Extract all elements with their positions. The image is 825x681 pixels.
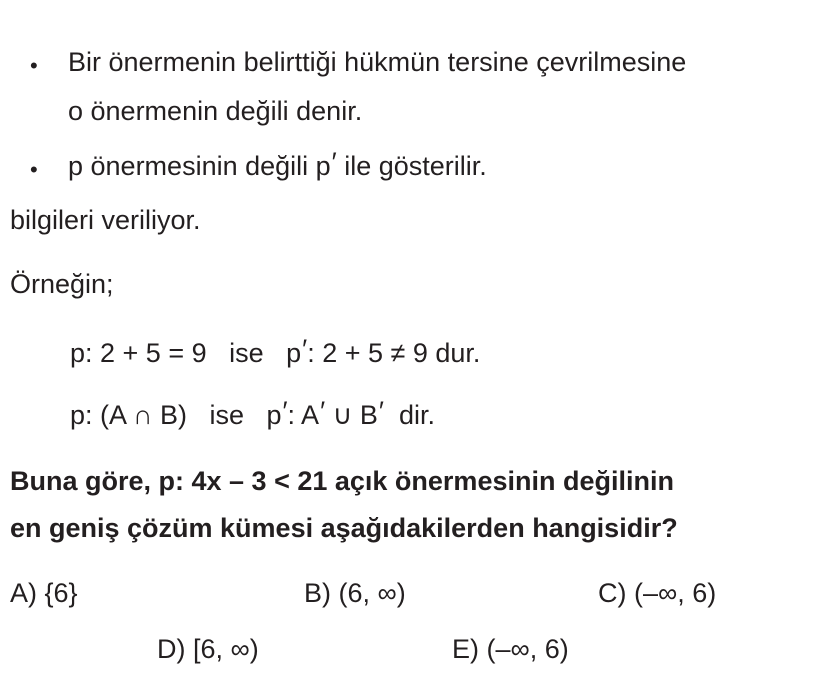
bullet-2-text-a: p önermesinin değili p — [68, 151, 331, 181]
question-line-1: Buna göre, p: 4x – 3 < 21 açık önermesinin değilinin — [10, 466, 674, 496]
example-2 — [70, 396, 436, 430]
example-2-d: dir. — [383, 400, 436, 430]
prime-mark: ′ — [320, 396, 326, 426]
given-text: bilgileri veriliyor. — [10, 205, 201, 235]
question-line-2: en geniş çözüm kümesi aşağıdakilerden hangisidir? — [10, 513, 678, 543]
option-e[interactable]: E) (–∞, 6) — [452, 634, 569, 664]
bullet-2-text-b: ile gösterilir. — [336, 151, 487, 181]
prime-mark: ′ — [331, 147, 337, 177]
example-1-b: : 2 + 5 ≠ 9 dur. — [307, 338, 481, 368]
bullet-2-line — [68, 147, 487, 181]
option-d[interactable]: D) [6, ∞) — [157, 634, 259, 664]
example-1 — [70, 334, 481, 368]
example-1-a: p: 2 + 5 = 9 ise p — [70, 338, 302, 368]
bullet-marker: • — [30, 53, 38, 78]
option-c[interactable]: C) (–∞, 6) — [598, 578, 717, 608]
bullet-1-line-1: Bir önermenin belirttiği hükmün tersine çevrilmesine — [68, 47, 687, 77]
option-a[interactable]: A) {6} — [10, 578, 78, 608]
example-2-a: p: (A ∩ B) ise p — [70, 400, 282, 430]
prime-mark: ′ — [282, 396, 288, 426]
bullet-1-line-2: o önermenin değili denir. — [68, 96, 363, 126]
example-label: Örneğin; — [10, 269, 114, 299]
example-2-b: : A — [287, 400, 320, 430]
prime-mark: ′ — [302, 334, 308, 364]
option-b[interactable]: B) (6, ∞) — [304, 578, 406, 608]
prime-mark: ′ — [378, 396, 384, 426]
bullet-marker: • — [30, 157, 38, 182]
example-2-c: ∪ B — [325, 400, 378, 430]
